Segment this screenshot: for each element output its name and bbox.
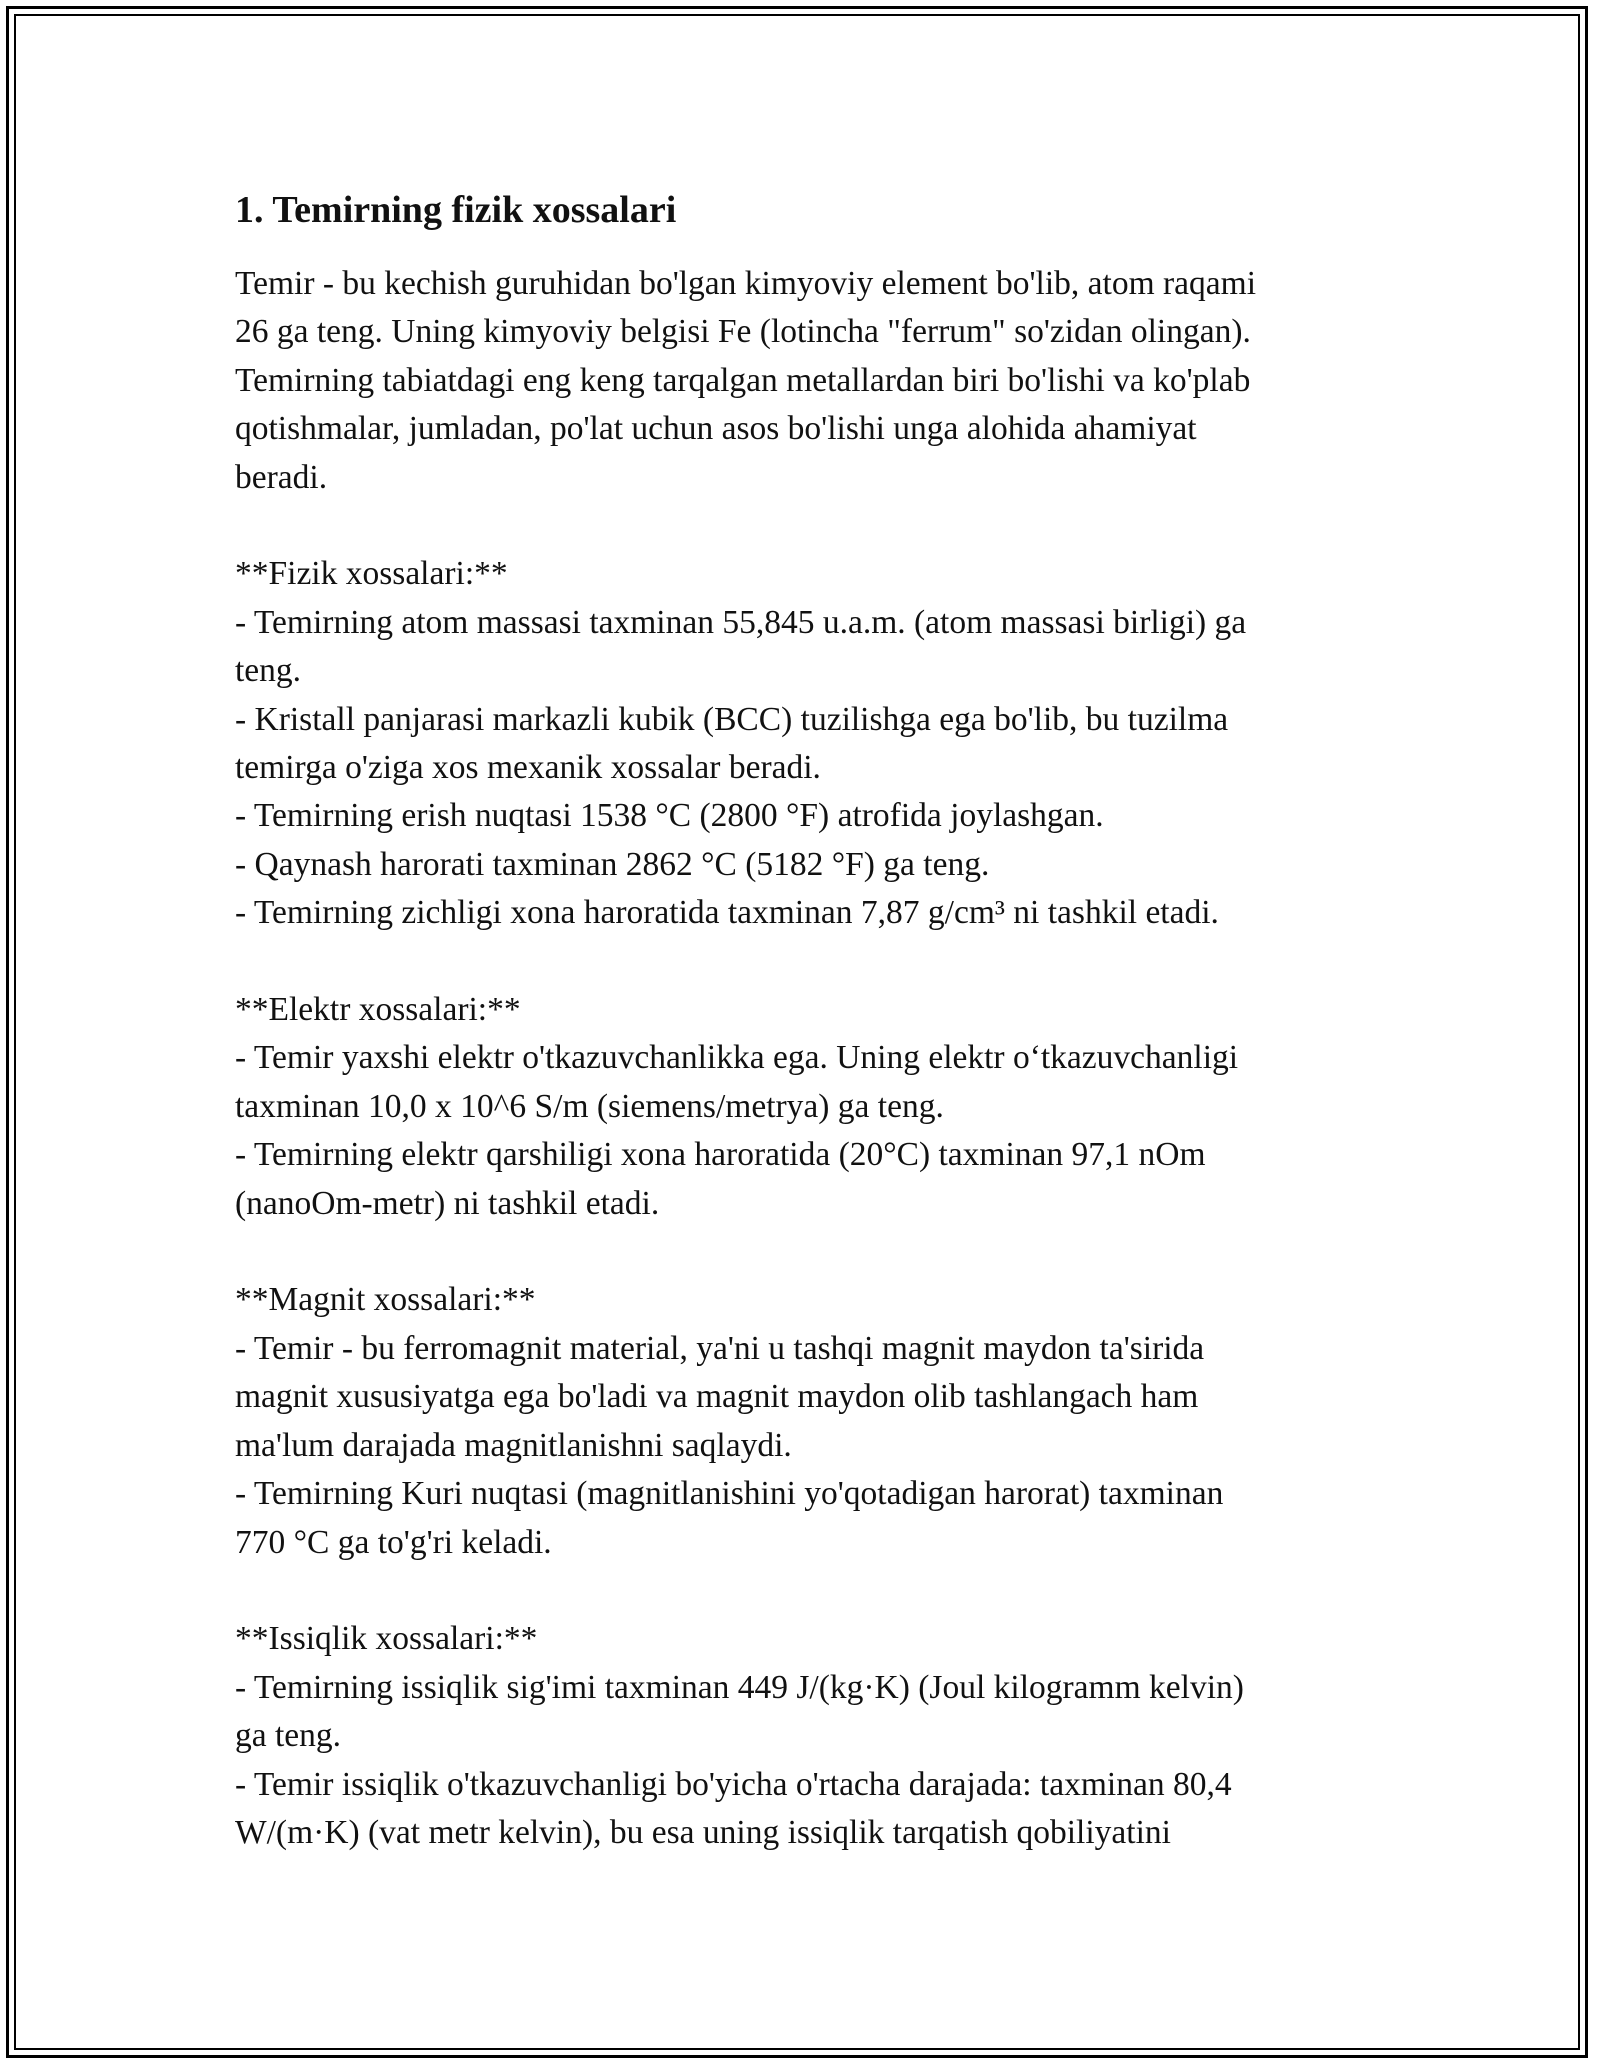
elektr-line: - Temir yaxshi elektr o'tkazuvchanlikka ega. Uning elektr o‘tkazuvchanligi <box>235 1039 1239 1077</box>
fizik-line: - Temirning atom massasi taxminan 55,845 u.a.m. (atom massasi birligi) ga <box>235 603 1247 641</box>
issiqlik-line: - Temir issiqlik o'tkazuvchanligi bo'yicha o'rtacha darajada: taxminan 80,4 <box>235 1765 1232 1803</box>
page-title: 1. Temirning fizik xossalari <box>235 189 677 231</box>
fizik-line: - Kristall panjarasi markazli kubik (BCC) tuzilishga ega bo'lib, bu tuzilma <box>235 700 1229 738</box>
magnit-line: ma'lum darajada magnitlanishni saqlaydi. <box>235 1426 792 1464</box>
section-heading-issiqlik: **Issiqlik xossalari:** <box>235 1620 538 1658</box>
fizik-line: - Qaynash harorati taxminan 2862 °C (5182 °F) ga teng. <box>235 845 990 883</box>
elektr-line: taxminan 10,0 x 10^6 S/m (siemens/metrya) ga teng. <box>235 1087 944 1125</box>
section-heading-elektr: **Elektr xossalari:** <box>235 991 521 1029</box>
fizik-line: temirga o'ziga xos mexanik xossalar beradi. <box>235 749 821 787</box>
intro-line: Temir - bu kechish guruhidan bo'lgan kimyoviy element bo'lib, atom raqami <box>235 265 1257 302</box>
magnit-line: - Temirning Kuri nuqtasi (magnitlanishini yo'qotadigan harorat) taxminan <box>235 1475 1224 1513</box>
intro-line: 26 ga teng. Uning kimyoviy belgisi Fe (lotincha "ferrum" so'zidan olingan). <box>235 313 1251 351</box>
issiqlik-line: - Temirning issiqlik sig'imi taxminan 449 J/(kg·K) (Joul kilogramm kelvin) <box>235 1668 1244 1706</box>
fizik-line: - Temirning erish nuqtasi 1538 °C (2800 °F) atrofida joylashgan. <box>235 797 1104 835</box>
magnit-line: 770 °C ga to'g'ri keladi. <box>235 1523 552 1561</box>
magnit-line: magnit xususiyatga ega bo'ladi va magnit maydon olib tashlangach ham <box>235 1378 1199 1416</box>
section-heading-fizik: **Fizik xossalari:** <box>235 555 508 593</box>
intro-paragraph <box>235 260 1375 1857</box>
intro-line: Temirning tabiatdagi eng keng tarqalgan metallardan biri bo'lishi va ko'plab <box>235 361 1251 399</box>
elektr-line: - Temirning elektr qarshiligi xona haroratida (20°C) taxminan 97,1 nOm <box>235 1136 1206 1174</box>
blank-line <box>235 1228 1375 1276</box>
fizik-line: teng. <box>235 652 302 690</box>
blank-line <box>235 1567 1375 1615</box>
blank-line <box>235 938 1375 986</box>
blank-line <box>235 502 1375 550</box>
intro-line: qotishmalar, jumladan, po'lat uchun asos bo'lishi unga alohida ahamiyat <box>235 410 1197 448</box>
issiqlik-line: ga teng. <box>235 1717 342 1755</box>
issiqlik-line: W/(m·K) (vat metr kelvin), bu esa uning issiqlik tarqatish qobiliyatini <box>235 1813 1171 1851</box>
intro-line: beradi. <box>235 458 328 496</box>
magnit-line: - Temir - bu ferromagnit material, ya'ni u tashqi magnit maydon ta'sirida <box>235 1329 1205 1367</box>
document-body <box>235 184 1375 1857</box>
elektr-line: (nanoOm-metr) ni tashkil etadi. <box>235 1184 660 1222</box>
fizik-line: - Temirning zichligi xona haroratida taxminan 7,87 g/cm³ ni tashkil etadi. <box>235 894 1219 932</box>
section-heading-magnit: **Magnit xossalari:** <box>235 1281 536 1319</box>
